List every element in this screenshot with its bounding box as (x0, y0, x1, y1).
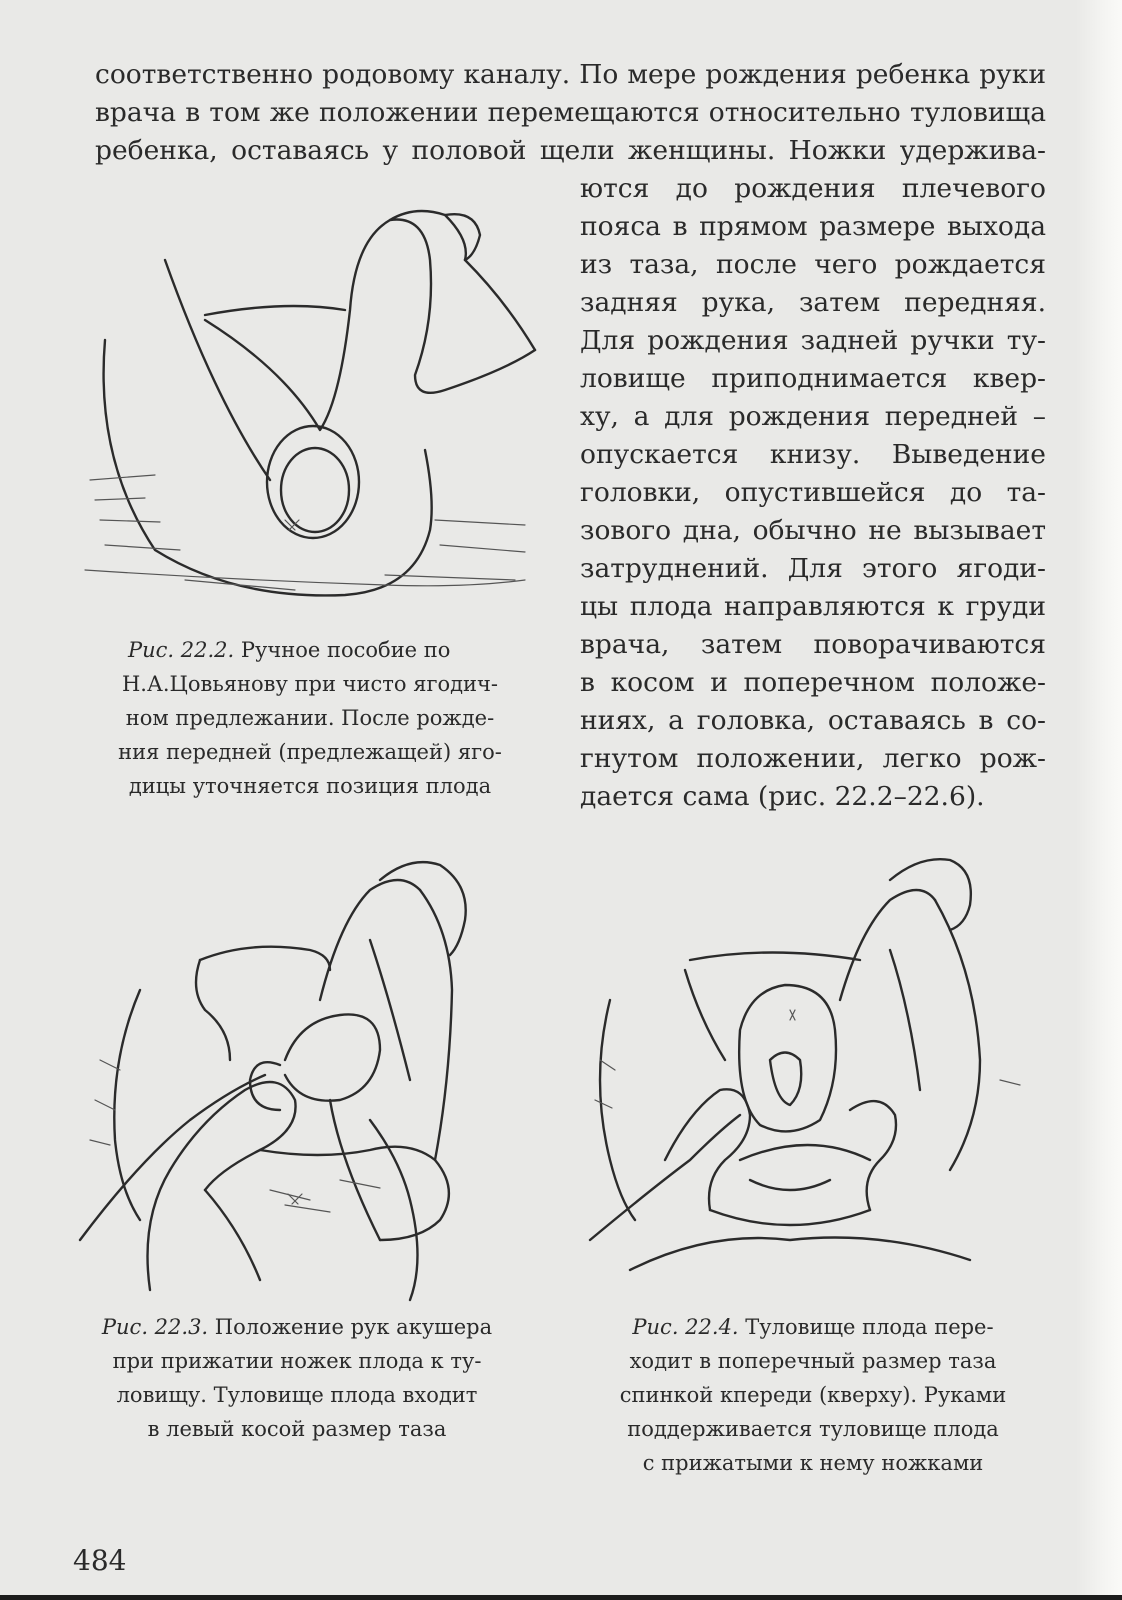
figure-caption-line: ходит в поперечный размер таза (629, 1349, 997, 1373)
figure-22-2-illustration (85, 200, 555, 620)
figure-caption-line: Н.А.Цовьянову при чисто ягодич- (121, 672, 498, 696)
figure-caption-line: дицы уточняется позиция плода (128, 774, 492, 798)
column-line: зового дна, обычно не вызывает (580, 515, 1046, 546)
column-line: задняя рука, затем передняя. (580, 287, 1046, 318)
figure-caption-line: ния передней (предлежащей) яго- (118, 740, 502, 764)
figure-label: Рис. 22.3. (101, 1315, 209, 1339)
column-line: Для рождения задней ручки ту- (580, 325, 1046, 356)
figure-caption-line: Рис. 22.2. Ручное пособие по (128, 638, 451, 662)
column-line: из таза, после чего рождается (580, 249, 1046, 280)
column-line: затруднений. Для этого ягоди- (580, 553, 1046, 584)
figure-label: Рис. 22.4. (632, 1315, 739, 1339)
column-line: опускается книзу. Выведение (580, 439, 1046, 470)
scan-bottom-border (0, 1595, 1122, 1600)
figure-caption-line: ловищу. Туловище плода входит (116, 1383, 478, 1407)
column-line: пояса в прямом размере выхода (580, 211, 1046, 242)
column-line: цы плода направляются к груди (580, 591, 1046, 622)
figure-caption-line: ном предлежании. После рожде- (125, 706, 495, 730)
column-line: в косом и поперечном положе- (580, 667, 1046, 698)
figure-caption-line: с прижатыми к нему ножками (642, 1451, 984, 1475)
figure-caption-line: в левый косой размер таза (147, 1417, 447, 1441)
body-line: ребенка, оставаясь у половой щели женщины. Ножки удержива- (95, 135, 1046, 166)
body-line: соответственно родовому каналу. По мере рождения ребенка руки (95, 59, 1046, 90)
column-line: ниях, а головка, оставаясь в со- (580, 705, 1046, 736)
column-line: ются до рождения плечевого (580, 173, 1046, 204)
figure-caption-line: поддерживается туловище плода (627, 1417, 999, 1441)
scan-edge (1076, 0, 1122, 1600)
column-line: гнутом положении, легко рож- (580, 743, 1046, 774)
figure-caption-line: Рис. 22.3. Положение рук акушера (101, 1315, 493, 1339)
column-line: дается сама (рис. 22.2–22.6). (580, 781, 985, 812)
figure-caption-line: спинкой кпереди (кверху). Руками (619, 1383, 1007, 1407)
column-line: ху, а для рождения передней – (580, 401, 1046, 432)
column-line: ловище приподнимается квер- (580, 363, 1046, 394)
body-line: врача в том же положении перемещаются относительно туловища (95, 97, 1046, 128)
figure-22-3-illustration (80, 860, 540, 1300)
page-number: 484 (73, 1544, 127, 1577)
column-line: головки, опустившейся до та- (580, 477, 1046, 508)
figure-caption-line: Рис. 22.4. Туловище плода пере- (632, 1315, 994, 1339)
figure-caption-line: при прижатии ножек плода к ту- (112, 1349, 482, 1373)
figure-22-4-illustration (590, 860, 1030, 1300)
figure-label: Рис. 22.2. (128, 638, 235, 662)
column-line: врача, затем поворачиваются (580, 629, 1046, 660)
